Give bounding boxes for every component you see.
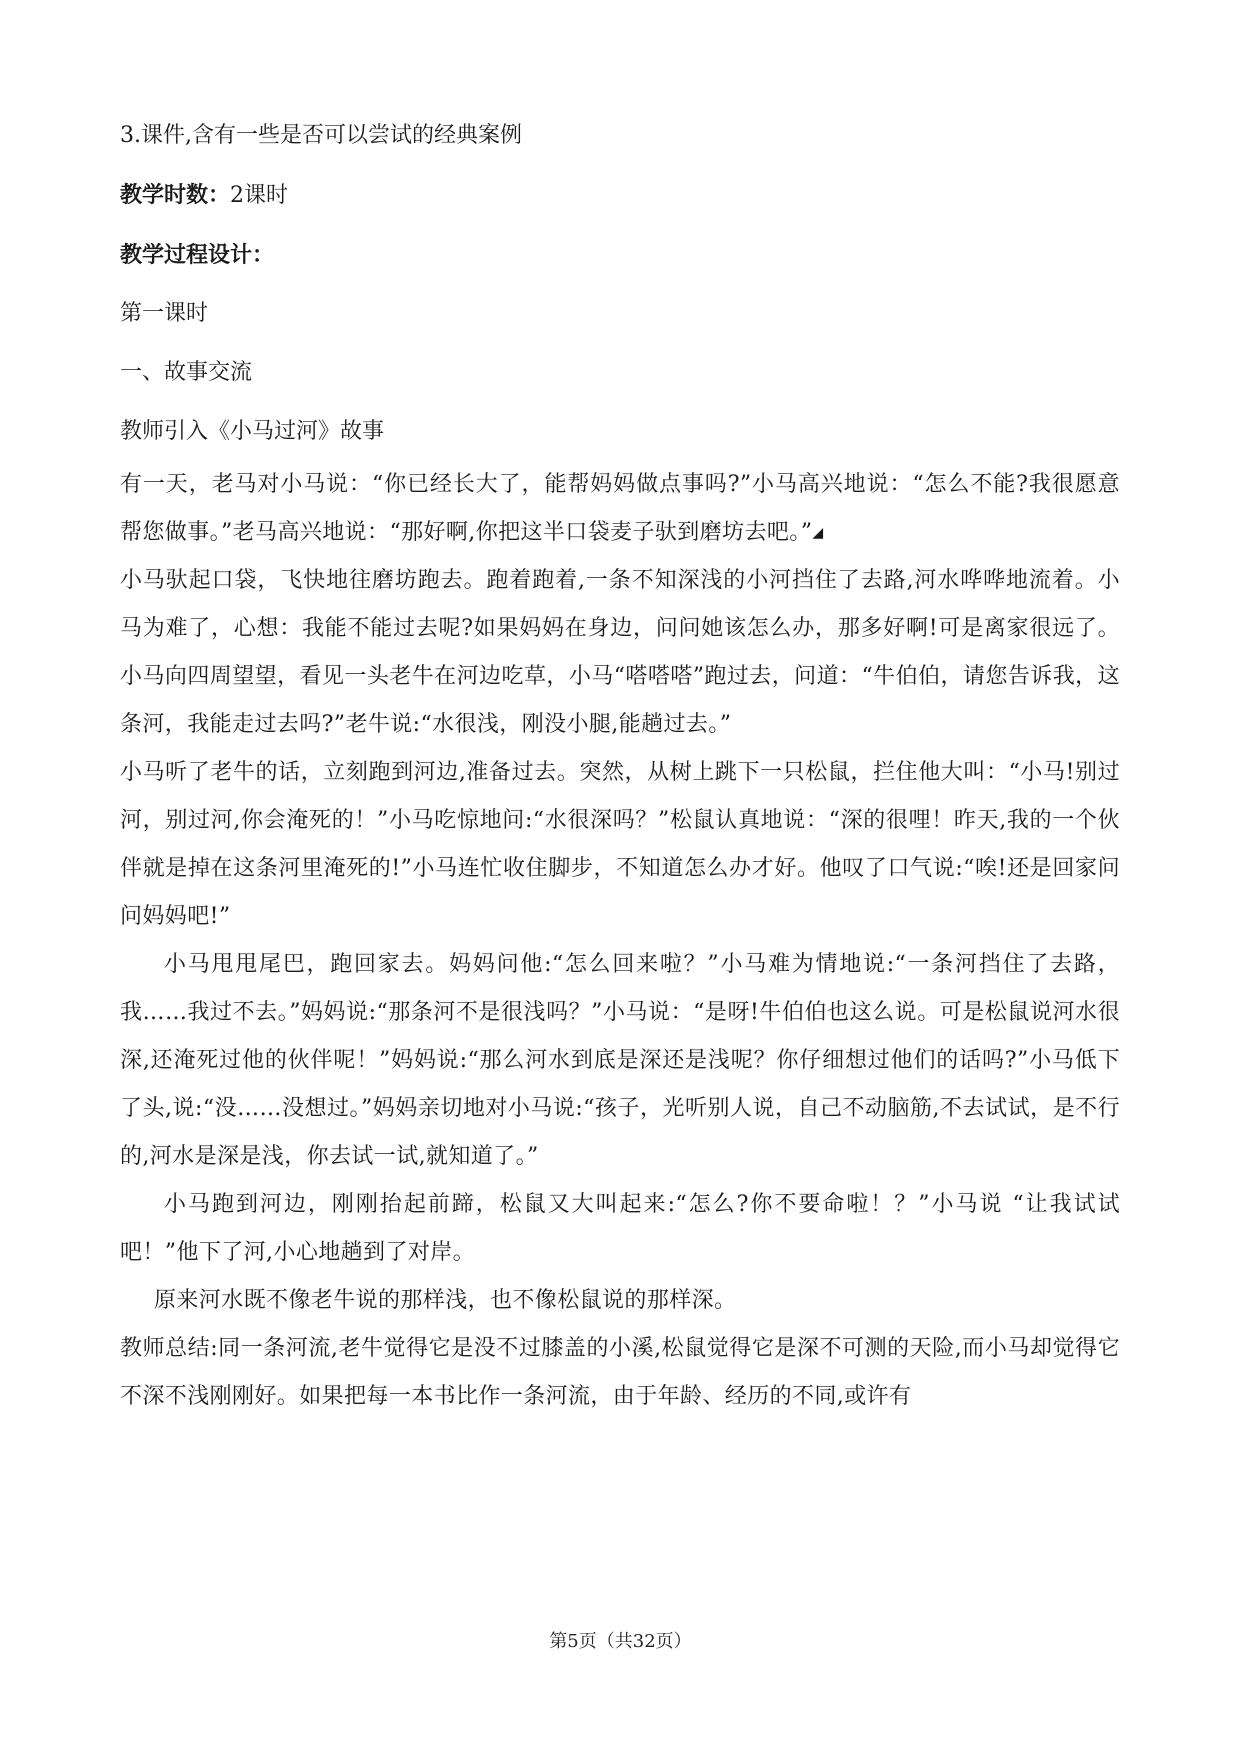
story-paragraph-2: 小马驮起口袋，飞快地往磨坊跑去。跑着跑着,一条不知深浅的小河挡住了去路,河水哗哗地流着。小马为难了，心想：我能不能过去呢?如果妈妈在身边，问问她该怎么办，那多好啊!可是离家很远了。小马向四周望望，看见一头老牛在河边吃草，小马“嗒嗒嗒”跑过去，问道：“牛伯伯，请您告诉我，这条河，我能走过去吗?”老牛说:“水很浅，刚没小腿,能趟过去。” <box>120 568 1120 737</box>
story-paragraph-4: 小马甩甩尾巴，跑回家去。妈妈问他:“怎么回来啦？”小马难为情地说:“一条河挡住了去路，我……我过不去。”妈妈说:“那条河不是很浅吗？”小马说：“是呀!牛伯伯也这么说。可是松鼠说河水很深,还淹死过他的伙伴呢！”妈妈说:“那么河水到底是深还是浅呢？你仔细想过他们的话吗?”小马低下了头,说:“没……没想过。”妈妈亲切地对小马说:“孩子，光听别人说，自己不动脑筋,不去试试，是不行的,河水是深是浅，你去试一试,就知道了。” <box>120 952 1120 1169</box>
process-heading: 教学过程设计： <box>120 242 275 268</box>
lesson-title: 第一课时 <box>120 301 209 326</box>
story-intro: 教师引入《小马过河》故事 <box>120 419 385 444</box>
section-title: 一、故事交流 <box>120 360 253 385</box>
story-paragraph-3: 小马听了老牛的话，立刻跑到河边,准备过去。突然，从树上跳下一只松鼠，拦住他大叫：“小马!别过河，别过河,你会淹死的！”小马吃惊地问:“水很深吗？”松鼠认真地说：“深的很哩！昨天,我的一个伙伴就是掉在这条河里淹死的!”小马连忙收住脚步，不知道怎么办才好。他叹了口气说:“唉!还是回家问问妈妈吧!” <box>120 760 1120 929</box>
teaching-hours-value: 2课时 <box>230 183 289 208</box>
teaching-hours <box>120 180 1120 211</box>
page-footer: 第5页（共32页） <box>549 1631 692 1652</box>
paragraph-mark-icon: ◢ <box>812 525 824 541</box>
story-paragraph-6: 原来河水既不像老牛说的那样浅，也不像松鼠说的那样深。 <box>154 1288 737 1313</box>
story-paragraph-5: 小马跑到河边，刚刚抬起前蹄，松鼠又大叫起来:“怎么?你不要命啦！？”小马说 “让我试试吧！”他下了河,小心地趟到了对岸。 <box>120 1192 1120 1265</box>
teaching-hours-label: 教学时数： <box>120 182 231 208</box>
page-content <box>120 121 1120 1421</box>
materials-item-3: 3.课件,含有一些是否可以尝试的经典案例 <box>120 123 522 148</box>
teacher-summary: 教师总结:同一条河流,老牛觉得它是没不过膝盖的小溪,松鼠觉得它是深不可测的天险,而小马却觉得它不深不浅刚刚好。如果把每一本书比作一条河流，由于年龄、经历的不同,或许有 <box>120 1336 1120 1409</box>
story-paragraph-1 <box>120 461 1120 557</box>
story-paragraph-1-text: 有一天，老马对小马说：“你已经长大了，能帮妈妈做点事吗?”小马高兴地说：“怎么不能?我很愿意帮您做事。”老马高兴地说：“那好啊,你把这半口袋麦子驮到磨坊去吧。” <box>120 472 1120 545</box>
